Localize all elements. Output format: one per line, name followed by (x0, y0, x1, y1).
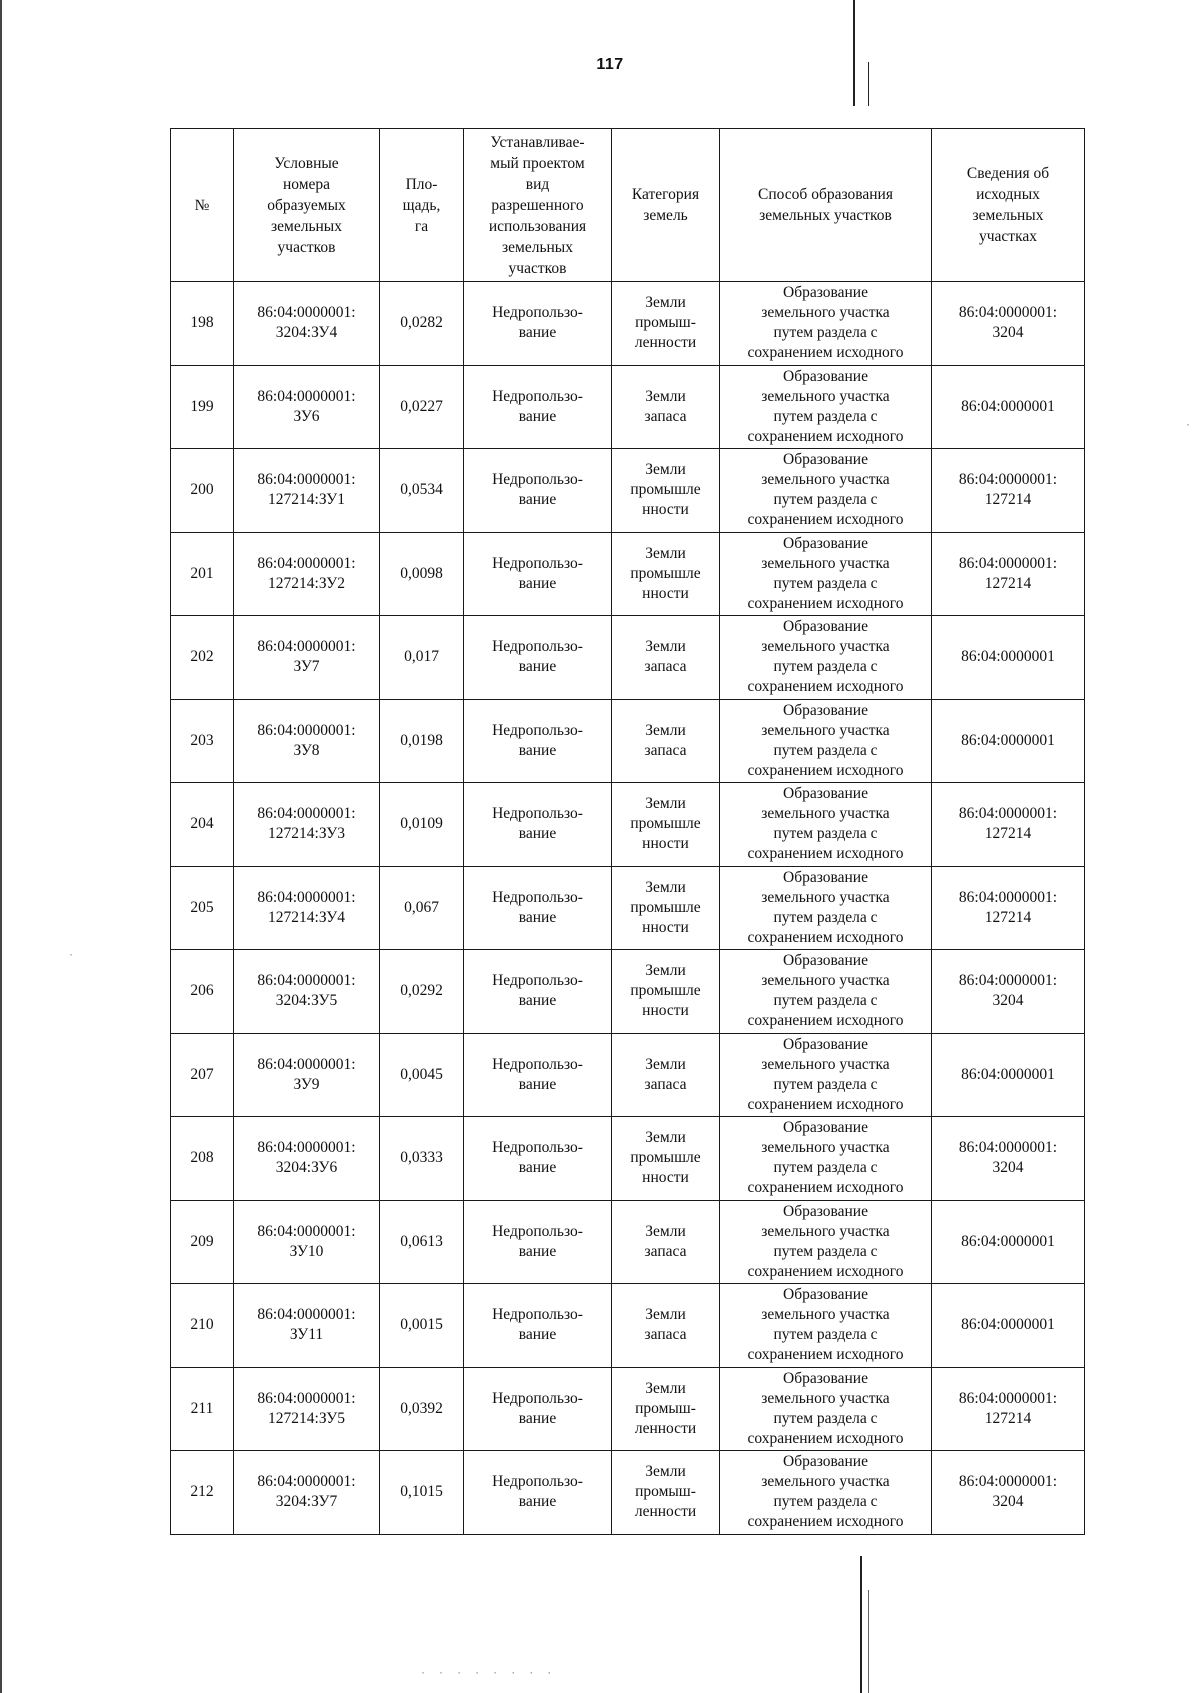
cell-source-plots (932, 365, 1085, 449)
cell-category (612, 1284, 720, 1368)
cell-source-plots (932, 282, 1085, 366)
cell-number-text: 202 (190, 648, 214, 666)
cell-category-text: Земли запаса (644, 721, 687, 759)
cell-area-text: 0,0015 (400, 1316, 443, 1334)
scan-noise: · (68, 950, 78, 961)
cell-permitted-use-text: Недропользо- вание (492, 1473, 583, 1511)
cell-plot-id (234, 866, 380, 950)
header-number (171, 129, 234, 282)
cell-permitted-use (464, 532, 612, 616)
cell-number-text: 211 (190, 1399, 214, 1417)
cell-permitted-use-text: Недропользо- вание (492, 387, 583, 425)
cell-category (612, 616, 720, 700)
cell-number (171, 950, 234, 1034)
cell-permitted-use-text: Недропользо- вание (492, 471, 583, 509)
cell-number (171, 699, 234, 783)
cell-formation-method-text: Образование земельного участка путем раздела с сохранением исходного (747, 367, 904, 445)
cell-formation-method-text: Образование земельного участка путем раздела с сохранением исходного (747, 1035, 904, 1113)
cell-plot-id-text: 86:04:0000001: 3204:ЗУ5 (257, 972, 356, 1010)
cell-permitted-use-text: Недропользо- вание (492, 972, 583, 1010)
scan-artifact-line (853, 0, 855, 106)
header-plot-id (234, 129, 380, 282)
cell-source-plots (932, 1033, 1085, 1117)
cell-permitted-use (464, 699, 612, 783)
cell-source-plots-text: 86:04:0000001: 3204 (958, 972, 1058, 1010)
cell-area-text: 0,017 (404, 648, 439, 666)
cell-area-text: 0,0198 (400, 731, 443, 749)
cell-plot-id (234, 1200, 380, 1284)
cell-category-text: Земли запаса (644, 1222, 687, 1260)
table-row (171, 449, 1085, 533)
cell-area (380, 1200, 464, 1284)
cell-category-text: Земли промышле нности (630, 795, 701, 853)
cell-permitted-use-text: Недропользо- вание (492, 1055, 583, 1093)
scan-artifact-line (860, 1556, 862, 1693)
cell-area (380, 1451, 464, 1535)
cell-source-plots-text: 86:04:0000001: 127214 (958, 554, 1058, 592)
cell-area (380, 1284, 464, 1368)
table-row (171, 616, 1085, 700)
cell-plot-id-text: 86:04:0000001: ЗУ6 (257, 387, 356, 425)
cell-permitted-use (464, 950, 612, 1034)
cell-source-plots-text: 86:04:0000001 (961, 1316, 1055, 1334)
header-label: Устанавливае- мый проектом вид разрешенного использования земельных участков (488, 133, 587, 277)
cell-category-text: Земли запаса (644, 1306, 687, 1344)
cell-source-plots (932, 449, 1085, 533)
cell-formation-method-text: Образование земельного участка путем раздела с сохранением исходного (747, 618, 904, 696)
cell-plot-id-text: 86:04:0000001: ЗУ10 (257, 1222, 356, 1260)
cell-category (612, 1200, 720, 1284)
cell-plot-id-text: 86:04:0000001: ЗУ7 (257, 638, 356, 676)
cell-area (380, 616, 464, 700)
cell-permitted-use-text: Недропользо- вание (492, 304, 583, 342)
cell-category (612, 282, 720, 366)
cell-source-plots (932, 866, 1085, 950)
cell-area-text: 0,0392 (400, 1399, 443, 1417)
cell-number (171, 449, 234, 533)
cell-plot-id (234, 532, 380, 616)
cell-category-text: Земли промышле нности (630, 962, 701, 1020)
cell-source-plots-text: 86:04:0000001: 127214 (958, 888, 1058, 926)
cell-number-text: 203 (190, 731, 214, 749)
table-row (171, 1033, 1085, 1117)
cell-permitted-use-text: Недропользо- вание (492, 1306, 583, 1344)
cell-area-text: 0,0613 (400, 1232, 443, 1250)
table-body (171, 282, 1085, 1535)
cell-area-text: 0,0282 (400, 314, 443, 332)
cell-source-plots (932, 1284, 1085, 1368)
cell-plot-id (234, 616, 380, 700)
cell-number-text: 206 (190, 982, 214, 1000)
cell-formation-method (720, 1367, 932, 1451)
table-row (171, 365, 1085, 449)
cell-category-text: Земли промыш- ленности (634, 1379, 697, 1437)
cell-formation-method (720, 532, 932, 616)
cell-source-plots (932, 1200, 1085, 1284)
cell-plot-id (234, 950, 380, 1034)
cell-number (171, 866, 234, 950)
cell-formation-method (720, 1451, 932, 1535)
cell-area (380, 282, 464, 366)
cell-formation-method-text: Образование земельного участка путем раздела с сохранением исходного (747, 1453, 904, 1531)
cell-permitted-use-text: Недропользо- вание (492, 638, 583, 676)
cell-category-text: Земли промыш- ленности (634, 294, 697, 352)
table-row (171, 532, 1085, 616)
cell-source-plots-text: 86:04:0000001 (961, 1232, 1055, 1250)
cell-category-text: Земли промышле нности (630, 878, 701, 936)
cell-number (171, 783, 234, 867)
cell-plot-id (234, 783, 380, 867)
cell-source-plots (932, 783, 1085, 867)
cell-formation-method (720, 1033, 932, 1117)
cell-area-text: 0,067 (404, 898, 439, 916)
header-label: Сведения об исходных земельных участках (966, 165, 1050, 245)
cell-number-text: 198 (190, 314, 214, 332)
cell-category-text: Земли запаса (644, 638, 687, 676)
cell-plot-id-text: 86:04:0000001: ЗУ8 (257, 721, 356, 759)
header-formation-method (720, 129, 932, 282)
cell-area (380, 950, 464, 1034)
cell-source-plots-text: 86:04:0000001: 3204 (958, 304, 1058, 342)
cell-area-text: 0,0098 (400, 564, 443, 582)
cell-number-text: 209 (190, 1232, 214, 1250)
page-number: 117 (596, 56, 624, 73)
cell-number (171, 532, 234, 616)
table-row (171, 783, 1085, 867)
cell-area-text: 0,0045 (400, 1065, 443, 1083)
cell-permitted-use (464, 1284, 612, 1368)
cell-number-text: 200 (190, 481, 214, 499)
cell-source-plots (932, 616, 1085, 700)
cell-permitted-use-text: Недропользо- вание (492, 1222, 583, 1260)
land-plots-table (170, 128, 1085, 1535)
cell-plot-id-text: 86:04:0000001: 127214:ЗУ2 (257, 554, 356, 592)
cell-area (380, 783, 464, 867)
cell-permitted-use (464, 616, 612, 700)
cell-area-text: 0,0534 (400, 481, 443, 499)
cell-category (612, 783, 720, 867)
cell-number-text: 208 (190, 1149, 214, 1167)
cell-source-plots-text: 86:04:0000001: 3204 (958, 1473, 1058, 1511)
cell-category-text: Земли запаса (644, 1055, 687, 1093)
cell-source-plots-text: 86:04:0000001 (961, 648, 1055, 666)
cell-number (171, 1367, 234, 1451)
cell-number (171, 1284, 234, 1368)
cell-plot-id (234, 282, 380, 366)
cell-plot-id (234, 365, 380, 449)
cell-source-plots (932, 1451, 1085, 1535)
table-row (171, 1117, 1085, 1201)
cell-source-plots (932, 950, 1085, 1034)
header-label: Условные номера образуемых земельных участков (267, 154, 346, 256)
cell-source-plots-text: 86:04:0000001 (961, 397, 1055, 415)
table-row (171, 1451, 1085, 1535)
cell-category-text: Земли промыш- ленности (634, 1463, 697, 1521)
cell-category-text: Земли запаса (644, 387, 687, 425)
cell-permitted-use-text: Недропользо- вание (492, 554, 583, 592)
scan-artifact-line (868, 1590, 869, 1693)
cell-plot-id-text: 86:04:0000001: 127214:ЗУ3 (257, 805, 356, 843)
cell-plot-id-text: 86:04:0000001: ЗУ9 (257, 1055, 356, 1093)
cell-plot-id-text: 86:04:0000001: 127214:ЗУ4 (257, 888, 356, 926)
cell-permitted-use (464, 1033, 612, 1117)
cell-area (380, 365, 464, 449)
table-row (171, 1367, 1085, 1451)
cell-formation-method-text: Образование земельного участка путем раздела с сохранением исходного (747, 1369, 904, 1447)
cell-formation-method (720, 616, 932, 700)
cell-source-plots-text: 86:04:0000001: 127214 (958, 471, 1058, 509)
cell-formation-method (720, 950, 932, 1034)
cell-number (171, 1200, 234, 1284)
cell-category (612, 950, 720, 1034)
cell-number-text: 201 (190, 564, 214, 582)
cell-category (612, 699, 720, 783)
cell-permitted-use (464, 1367, 612, 1451)
table-row (171, 282, 1085, 366)
cell-source-plots (932, 1117, 1085, 1201)
cell-number (171, 1451, 234, 1535)
cell-area (380, 1033, 464, 1117)
cell-formation-method-text: Образование земельного участка путем раздела с сохранением исходного (747, 1119, 904, 1197)
cell-permitted-use (464, 1451, 612, 1535)
cell-plot-id (234, 699, 380, 783)
cell-formation-method (720, 1284, 932, 1368)
cell-number-text: 210 (190, 1316, 214, 1334)
cell-plot-id (234, 1117, 380, 1201)
cell-source-plots (932, 532, 1085, 616)
cell-source-plots-text: 86:04:0000001 (961, 731, 1055, 749)
cell-source-plots-text: 86:04:0000001: 127214 (958, 1389, 1058, 1427)
cell-number-text: 212 (190, 1483, 214, 1501)
cell-source-plots (932, 699, 1085, 783)
cell-category-text: Земли промышле нности (630, 544, 701, 602)
cell-plot-id-text: 86:04:0000001: 3204:ЗУ4 (257, 304, 356, 342)
cell-plot-id (234, 449, 380, 533)
cell-category (612, 532, 720, 616)
cell-formation-method-text: Образование земельного участка путем раздела с сохранением исходного (747, 1286, 904, 1364)
cell-area (380, 1367, 464, 1451)
cell-plot-id-text: 86:04:0000001: 3204:ЗУ7 (257, 1473, 356, 1511)
header-label: Категория земель (631, 186, 700, 224)
scan-noise: · (1185, 420, 1195, 431)
scan-artifact-line (868, 62, 869, 106)
table-row (171, 866, 1085, 950)
cell-area-text: 0,0292 (400, 982, 443, 1000)
cell-category (612, 1117, 720, 1201)
table-row (171, 1284, 1085, 1368)
header-permitted-use (464, 129, 612, 282)
cell-category (612, 1367, 720, 1451)
cell-formation-method-text: Образование земельного участка путем раздела с сохранением исходного (747, 1202, 904, 1280)
cell-plot-id (234, 1451, 380, 1535)
cell-formation-method (720, 365, 932, 449)
cell-formation-method (720, 783, 932, 867)
scan-noise: · · · · · · · · (420, 1668, 556, 1679)
cell-formation-method-text: Образование земельного участка путем раздела с сохранением исходного (747, 868, 904, 946)
cell-number (171, 616, 234, 700)
cell-plot-id-text: 86:04:0000001: 127214:ЗУ5 (257, 1389, 356, 1427)
cell-plot-id-text: 86:04:0000001: 127214:ЗУ1 (257, 471, 356, 509)
cell-area-text: 0,1015 (400, 1483, 443, 1501)
cell-permitted-use (464, 1117, 612, 1201)
cell-formation-method-text: Образование земельного участка путем раздела с сохранением исходного (747, 701, 904, 779)
cell-permitted-use-text: Недропользо- вание (492, 1139, 583, 1177)
cell-permitted-use (464, 783, 612, 867)
cell-permitted-use (464, 365, 612, 449)
cell-permitted-use-text: Недропользо- вание (492, 888, 583, 926)
cell-permitted-use-text: Недропользо- вание (492, 721, 583, 759)
cell-source-plots-text: 86:04:0000001: 127214 (958, 805, 1058, 843)
cell-category-text: Земли промышле нности (630, 461, 701, 519)
cell-formation-method-text: Образование земельного участка путем раздела с сохранением исходного (747, 952, 904, 1030)
cell-permitted-use-text: Недропользо- вание (492, 805, 583, 843)
header-area (380, 129, 464, 282)
cell-plot-id (234, 1367, 380, 1451)
cell-permitted-use-text: Недропользо- вание (492, 1389, 583, 1427)
cell-source-plots-text: 86:04:0000001 (961, 1065, 1055, 1083)
cell-number-text: 204 (190, 815, 214, 833)
scan-artifact-line (0, 0, 2, 1693)
cell-formation-method-text: Образование земельного участка путем раздела с сохранением исходного (747, 785, 904, 863)
cell-category (612, 365, 720, 449)
cell-formation-method-text: Образование земельного участка путем раздела с сохранением исходного (747, 284, 904, 362)
cell-formation-method (720, 1117, 932, 1201)
cell-permitted-use (464, 1200, 612, 1284)
cell-number (171, 1117, 234, 1201)
cell-plot-id (234, 1033, 380, 1117)
table-row (171, 1200, 1085, 1284)
cell-number (171, 1033, 234, 1117)
table-row (171, 699, 1085, 783)
header-label: Пло- щадь, га (402, 175, 441, 235)
cell-area-text: 0,0333 (400, 1149, 443, 1167)
cell-area (380, 866, 464, 950)
cell-category (612, 866, 720, 950)
cell-plot-id-text: 86:04:0000001: ЗУ11 (257, 1306, 356, 1344)
header-label: № (194, 196, 210, 214)
table-header-row (171, 129, 1085, 282)
cell-formation-method (720, 699, 932, 783)
cell-formation-method-text: Образование земельного участка путем раздела с сохранением исходного (747, 451, 904, 529)
cell-permitted-use (464, 449, 612, 533)
cell-plot-id (234, 1284, 380, 1368)
cell-plot-id-text: 86:04:0000001: 3204:ЗУ6 (257, 1139, 356, 1177)
cell-number-text: 199 (190, 397, 214, 415)
cell-permitted-use (464, 282, 612, 366)
cell-area (380, 1117, 464, 1201)
cell-area-text: 0,0109 (400, 815, 443, 833)
cell-formation-method (720, 449, 932, 533)
cell-permitted-use (464, 866, 612, 950)
cell-area (380, 699, 464, 783)
cell-area (380, 449, 464, 533)
cell-number (171, 365, 234, 449)
cell-area (380, 532, 464, 616)
cell-number-text: 207 (190, 1065, 214, 1083)
cell-formation-method (720, 282, 932, 366)
cell-number-text: 205 (190, 898, 214, 916)
cell-category (612, 1033, 720, 1117)
cell-category (612, 1451, 720, 1535)
cell-formation-method (720, 866, 932, 950)
cell-formation-method (720, 1200, 932, 1284)
cell-formation-method-text: Образование земельного участка путем раздела с сохранением исходного (747, 534, 904, 612)
header-source-plots (932, 129, 1085, 282)
cell-source-plots (932, 1367, 1085, 1451)
cell-category-text: Земли промышле нности (630, 1129, 701, 1187)
cell-category (612, 449, 720, 533)
header-category (612, 129, 720, 282)
cell-number (171, 282, 234, 366)
table-row (171, 950, 1085, 1034)
cell-source-plots-text: 86:04:0000001: 3204 (958, 1139, 1058, 1177)
header-label: Способ образования земельных участков (758, 186, 893, 224)
cell-area-text: 0,0227 (400, 397, 443, 415)
